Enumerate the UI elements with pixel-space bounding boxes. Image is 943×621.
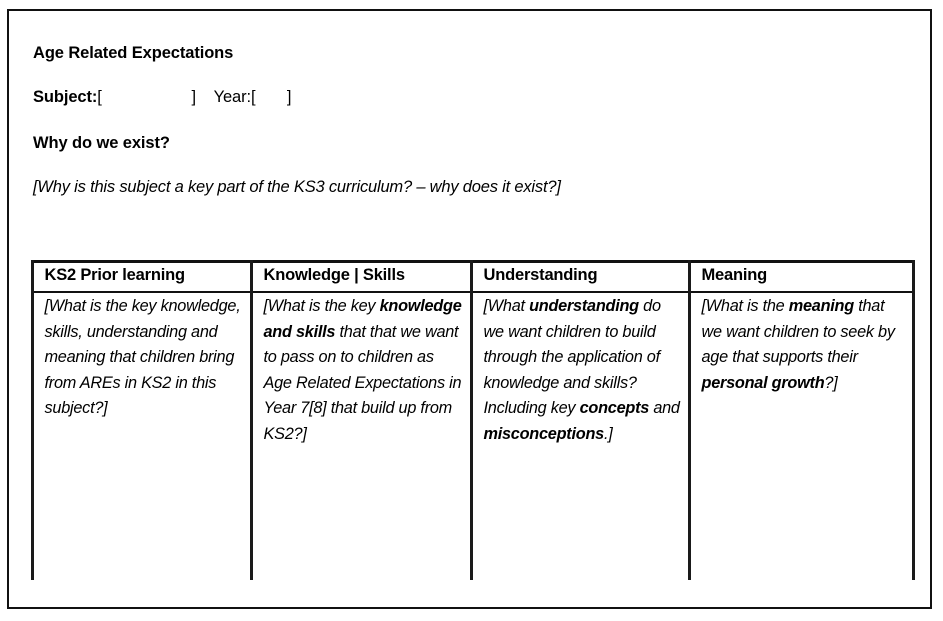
column-header: KS2 Prior learning xyxy=(44,266,185,284)
section-heading-why-do-we-exist: Why do we exist? xyxy=(33,134,170,152)
column-body-text[interactable]: [What is the key knowledge, skills, understanding and meaning that children bring from AREs in KS2 in this subject?] xyxy=(44,297,241,418)
year-field[interactable]: [ ] xyxy=(251,88,292,106)
purpose-prompt-text: [Why is this subject a key part of the KS3 curriculum? – why does it exist?] xyxy=(33,178,561,196)
table-column-divider xyxy=(912,260,915,580)
subject-field[interactable]: [ ] xyxy=(97,88,196,106)
table-column-meaning xyxy=(691,260,912,580)
column-body-text[interactable]: [What is the meaning that we want children to seek by age that supports their personal growth?] xyxy=(701,297,895,392)
year-label: Year: xyxy=(213,88,252,106)
field-gap xyxy=(196,88,214,106)
column-body-text[interactable]: [What understanding do we want children to build through the application of knowledge and skills? Including key concepts and misconceptions.] xyxy=(483,297,680,443)
table-column-ks2-prior-learning xyxy=(34,260,250,580)
column-header: Meaning xyxy=(701,266,768,284)
column-header: Knowledge | Skills xyxy=(263,266,405,284)
table-column-knowledge-skills xyxy=(253,260,470,580)
subject-label: Subject: xyxy=(33,88,98,106)
subject-year-line xyxy=(33,88,291,107)
column-header: Understanding xyxy=(483,266,598,284)
ares-table xyxy=(31,260,915,580)
document-page xyxy=(7,9,932,609)
page-title: Age Related Expectations xyxy=(33,44,234,62)
column-body-text[interactable]: [What is the key knowledge and skills that that we want to pass on to children as Age Related Expectations in Year 7[8] that build up from KS2?] xyxy=(263,297,462,443)
table-column-understanding xyxy=(473,260,688,580)
